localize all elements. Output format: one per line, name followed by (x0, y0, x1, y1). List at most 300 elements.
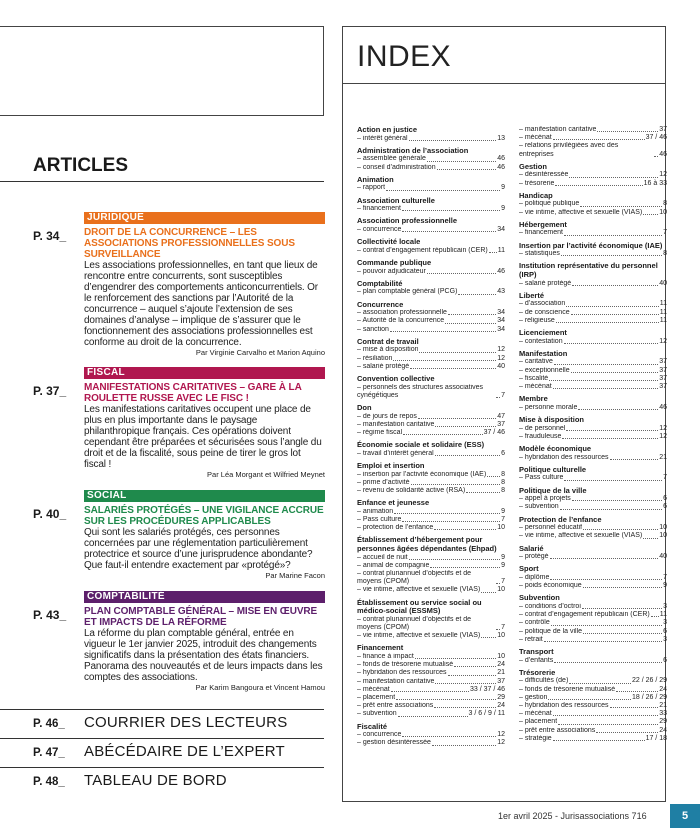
leader-dots (458, 294, 496, 295)
index-entry[interactable] (357, 479, 505, 487)
article-page-number: P. 43_ (33, 608, 67, 622)
index-section-title: Emploi et insertion (357, 460, 425, 470)
index-entry[interactable] (519, 603, 667, 611)
index-entry-term: – salarié protégé (519, 279, 572, 287)
index-section-title: Établissement ou service social ou médico-social (ESSMS) (357, 597, 482, 616)
index-entry-term: – exceptionnelle (519, 366, 570, 374)
index-section-title: Contrat de travail (357, 336, 419, 346)
section-label: ABÉCÉDAIRE DE L’EXPERT (84, 743, 285, 760)
index-entry[interactable] (357, 205, 505, 213)
index-entry-pages: 6 (501, 449, 505, 457)
leader-dots (434, 707, 496, 708)
index-entry-term: – mécénat (519, 134, 552, 142)
index-section (357, 217, 505, 234)
index-entry-pages: 43 (497, 288, 505, 296)
index-entry[interactable] (519, 367, 667, 375)
index-entry[interactable] (357, 694, 505, 702)
index-section-title: Subvention (519, 593, 560, 603)
index-entry[interactable] (519, 710, 667, 718)
index-section-title: Financement (357, 643, 404, 653)
index-entry[interactable] (357, 508, 505, 516)
article-authors: Par Virginie Carvalho et Marion Aquino (195, 348, 325, 357)
leader-dots (571, 314, 659, 315)
article-category: COMPTABILITÉ (84, 591, 325, 603)
index-entry[interactable] (519, 338, 667, 346)
index-entry[interactable] (519, 280, 667, 288)
leader-dots (481, 637, 496, 638)
index-entry[interactable] (357, 317, 505, 325)
leader-dots (391, 691, 469, 692)
index-entry-term: – travail d’intérêt général (357, 449, 434, 457)
index-entry[interactable] (519, 503, 667, 511)
index-entry-term: – résiliation (357, 354, 393, 362)
index-section (519, 163, 667, 188)
leader-dots (548, 699, 631, 700)
article-title[interactable]: DROIT DE LA CONCURRENCE – LES ASSOCIATIONS PROFESSIONNELLES SOUS SURVEILLANCE (84, 227, 295, 260)
index-entry-pages: 6 (663, 503, 667, 511)
index-entry-term: – insertion par l’activité économique (IAE) (357, 470, 487, 478)
leader-dots (466, 492, 500, 493)
index-entry-pages: 24 (659, 726, 667, 734)
index-entry[interactable] (357, 384, 505, 400)
leader-dots (562, 438, 658, 439)
index-section-title: Collectivité locale (357, 237, 421, 247)
article-title[interactable]: SALARIÉS PROTÉGÉS – UNE VIGILANCE ACCRUE SUR LES PROCÉDURES APPLICABLES (84, 505, 324, 527)
section-entry[interactable] (33, 770, 325, 792)
index-entry[interactable] (357, 355, 505, 363)
index-entry-pages: 12 (659, 424, 667, 432)
index-entry-term: – personne morale (519, 403, 578, 411)
index-section (357, 238, 505, 255)
index-entry-term: – conseil d’administration (357, 163, 436, 171)
index-entry-term: – Pass culture (357, 515, 402, 523)
index-section (357, 499, 505, 532)
index-entry[interactable] (519, 524, 667, 532)
index-entry[interactable] (357, 471, 505, 479)
index-entry-term: – animation (357, 507, 394, 515)
index-title: INDEX (357, 40, 452, 73)
index-entry-pages: 24 (497, 702, 505, 710)
index-entry[interactable] (519, 727, 667, 735)
index-entry[interactable] (357, 326, 505, 334)
index-entry[interactable] (357, 554, 505, 562)
index-entry-pages: 9 (663, 582, 667, 590)
index-section (357, 280, 505, 297)
index-section-title: Association professionnelle (357, 216, 458, 226)
index-entry-pages: 33 / 37 / 46 (469, 685, 505, 693)
index-entry[interactable] (519, 229, 667, 237)
index-entry[interactable] (357, 661, 505, 669)
index-entry-term: – hybridation des ressources (519, 702, 609, 709)
index-entry[interactable] (519, 553, 667, 561)
article-authors: Par Marine Facon (265, 571, 325, 580)
index-section-title: Administration de l’association (357, 145, 469, 155)
index-section (519, 648, 667, 665)
index-entry[interactable] (519, 383, 667, 391)
index-entry-term: – prêt entre associations (357, 702, 434, 710)
index-entry[interactable] (357, 135, 505, 143)
index-entry-pages: 9 (501, 507, 505, 515)
index-entry-term: – manifestation caritative (357, 420, 435, 428)
index-entry[interactable] (519, 657, 667, 665)
leader-dots (578, 409, 658, 410)
index-entry-pages: 12 (659, 337, 667, 345)
index-entry-term: – caritative (519, 358, 553, 366)
article-summary: La réforme du plan comptable général, entrée en vigueur le 1er janvier 2025, introduit des changements significatifs dans la présentation des états financiers. Panorama des nouveautés et de leurs impacts dans les comptes des associations. (84, 628, 323, 683)
index-entry[interactable] (357, 562, 505, 570)
index-entry-pages: 12 (497, 346, 505, 354)
index-entry-pages: 11 (497, 246, 505, 254)
article-title[interactable]: PLAN COMPTABLE GÉNÉRAL – MISE EN ŒUVRE ET IMPACTS DE LA RÉFORME (84, 606, 318, 628)
index-entry-term: – concurrence (357, 225, 402, 233)
index-entry-pages: 13 (497, 134, 505, 142)
index-entry[interactable] (519, 628, 667, 636)
index-entry[interactable] (519, 309, 667, 317)
index-entry[interactable] (519, 718, 667, 726)
leader-dots (556, 322, 659, 323)
leader-dots (427, 161, 496, 162)
index-entry[interactable] (519, 142, 667, 158)
index-entry-term: – vie intime, affective et sexuelle (VIAS) (357, 586, 481, 594)
index-entry[interactable] (519, 495, 667, 503)
index-entry[interactable] (519, 735, 667, 743)
index-entry[interactable] (357, 247, 505, 255)
leader-dots (430, 567, 500, 568)
index-entry-pages: 47 (497, 412, 505, 420)
index-entry-pages: 6 (663, 495, 667, 503)
index-section (519, 395, 667, 412)
footer-issue-info: 1er avril 2025 - Jurisassociations 716 (498, 811, 647, 821)
index-entry-pages: 24 (659, 685, 667, 693)
index-entry-term: – concurrence (357, 731, 402, 739)
index-entry-pages: 21 (659, 453, 667, 461)
index-entry-pages: 37 (659, 126, 667, 133)
index-section-title: Hébergement (519, 219, 567, 229)
index-entry-pages: 7 (501, 578, 505, 586)
index-entry[interactable] (357, 686, 505, 694)
index-entry-pages: 16 à 33 (643, 179, 667, 187)
index-entry[interactable] (357, 570, 505, 586)
index-entry[interactable] (357, 739, 505, 747)
leader-dots (427, 273, 496, 274)
index-entry[interactable] (519, 180, 667, 188)
section-entry[interactable] (33, 712, 325, 734)
index-entry[interactable] (357, 678, 505, 686)
index-entry-term: – rapport (357, 184, 386, 192)
index-entry-pages: 37 (497, 677, 505, 685)
index-entry[interactable] (519, 375, 667, 383)
index-entry[interactable] (357, 226, 505, 234)
index-entry-pages: 12 (497, 354, 505, 362)
index-entry[interactable] (357, 702, 505, 710)
index-section-title: Handicap (519, 190, 553, 200)
index-section-title: Établissement d’hébergement pour personnes âgées dépendantes (Ehpad) (357, 535, 497, 553)
index-entry[interactable] (519, 611, 667, 619)
index-entry-term: – pouvoir adjudicateur (357, 267, 426, 275)
leader-dots (390, 331, 496, 332)
index-entry-term: – intérêt général (357, 134, 408, 142)
article-body (84, 591, 325, 692)
index-section (519, 487, 667, 512)
article-body (84, 367, 325, 479)
index-entry[interactable] (519, 574, 667, 582)
index-entry[interactable] (357, 268, 505, 276)
leader-dots (583, 529, 658, 530)
index-entry[interactable] (357, 731, 505, 739)
index-entry[interactable] (519, 474, 667, 482)
leader-dots (419, 352, 496, 353)
leader-dots (496, 629, 500, 630)
leader-dots (643, 538, 658, 539)
index-entry-pages: 7 (501, 515, 505, 523)
index-entry-pages: 29 (497, 694, 505, 701)
index-section-title: Association culturelle (357, 195, 435, 205)
leader-dots (551, 625, 662, 626)
index-section (357, 301, 505, 334)
article-category: FISCAL (84, 367, 325, 379)
index-entry[interactable] (357, 155, 505, 163)
index-section-title: Salarié (519, 543, 544, 553)
index-section-title: Membre (519, 394, 548, 404)
index-entry-pages: 40 (497, 362, 505, 370)
leader-dots (448, 675, 497, 676)
index-entry-term: – personnels des structures associatives cynégétiques (357, 383, 484, 399)
index-entry-term: – politique publique (519, 200, 580, 208)
index-entry-pages: 24 (497, 661, 505, 669)
index-entry-pages: 3 (663, 602, 667, 610)
index-entry[interactable] (519, 250, 667, 258)
index-section-title: Fiscalité (357, 721, 388, 731)
index-section (519, 594, 667, 644)
index-section (357, 338, 505, 371)
index-entry[interactable] (357, 288, 505, 296)
leader-dots (554, 364, 658, 365)
index-section (519, 545, 667, 562)
index-entry[interactable] (357, 363, 505, 371)
index-column-1 (357, 126, 505, 752)
index-entry[interactable] (357, 516, 505, 524)
index-entry-term: – de personnel (519, 424, 566, 432)
index-section (519, 126, 667, 159)
index-entry-term: – désintéressée (519, 171, 569, 179)
index-section (357, 536, 505, 594)
leader-dots (566, 306, 658, 307)
index-entry[interactable] (519, 694, 667, 702)
index-entry[interactable] (357, 586, 505, 594)
index-entry-term: – plan comptable général (PCG) (357, 288, 458, 296)
index-entry[interactable] (357, 421, 505, 429)
index-entry[interactable] (519, 300, 667, 308)
index-entry[interactable] (519, 126, 667, 134)
section-page-number: P. 46_ (33, 718, 65, 730)
articles-divider (0, 181, 324, 182)
index-entry-pages: 9 (501, 561, 505, 569)
leader-dots (566, 430, 658, 431)
index-section (357, 462, 505, 495)
leader-dots (418, 418, 496, 419)
index-entry-term: – d’enfants (519, 656, 554, 664)
index-entry-term: – fonds de trésorerie mutualisé (519, 685, 616, 693)
index-entry[interactable] (357, 450, 505, 458)
index-section (519, 242, 667, 259)
index-section-title: Protection de l’enfance (519, 514, 602, 524)
index-entry-term: – prêt entre associations (519, 726, 596, 734)
index-entry-pages: 10 (497, 632, 505, 640)
index-entry[interactable] (519, 454, 667, 462)
index-entry[interactable] (357, 524, 505, 532)
article-body (84, 212, 325, 357)
index-entry[interactable] (519, 677, 667, 685)
index-entry[interactable] (519, 619, 667, 627)
index-section (357, 404, 505, 437)
index-entry[interactable] (519, 317, 667, 325)
index-entry-term: – difficultés (de) (519, 677, 569, 685)
article-summary: Qui sont les salariés protégés, ces personnes concernées par une réglementation particulièrement protectrice et source d’une jurisprudence abondante? Que faut-il entendre exactement par «protégé»? (84, 527, 313, 571)
index-entry[interactable] (357, 413, 505, 421)
index-entry[interactable] (519, 686, 667, 694)
index-section-title: Licenciement (519, 328, 567, 337)
index-entry[interactable] (519, 532, 667, 540)
index-entry[interactable] (519, 433, 667, 441)
index-entry-pages: 7 (501, 623, 505, 631)
index-entry-term: – gestion désintéressée (357, 739, 431, 747)
index-entry-pages: 46 (659, 150, 667, 158)
article-page-number: P. 34_ (33, 229, 67, 243)
index-section (519, 262, 667, 287)
index-entry[interactable] (357, 616, 505, 632)
leader-dots (569, 683, 631, 684)
leader-dots (445, 323, 496, 324)
index-entry-pages: 34 (497, 225, 505, 233)
section-label: TABLEAU DE BORD (84, 772, 227, 789)
index-entry-term: – animal de compagnie (357, 561, 430, 569)
index-entry[interactable] (357, 632, 505, 640)
index-entry-term: – accueil de nuit (357, 553, 408, 561)
index-entry-pages: 22 / 26 / 29 (631, 677, 667, 685)
index-entry[interactable] (357, 309, 505, 317)
index-entry-pages: 9 (501, 184, 505, 192)
section-divider (0, 738, 324, 739)
leader-dots (396, 699, 496, 700)
index-section (519, 445, 667, 462)
index-section (357, 644, 505, 718)
index-section-title: Transport (519, 647, 554, 656)
index-entry[interactable] (519, 404, 667, 412)
index-entry-term: – vie intime, affective et sexuelle (VIAS) (519, 532, 643, 540)
article-authors: Par Léa Morgant et Wilfried Meynet (207, 470, 325, 479)
index-entry-pages: 8 (663, 250, 667, 258)
index-entry-term: – mise à disposition (357, 346, 419, 354)
leader-dots (435, 683, 496, 684)
index-entry-pages: 34 (497, 317, 505, 325)
index-section (519, 466, 667, 483)
index-section (357, 723, 505, 748)
index-section (519, 221, 667, 238)
index-entry-pages: 18 / 26 / 29 (631, 693, 667, 701)
index-entry[interactable] (357, 710, 505, 718)
index-entry[interactable] (357, 164, 505, 172)
index-entry-pages: 33 (659, 710, 667, 718)
index-entry-pages: 10 (659, 208, 667, 216)
index-entry-pages: 7 (663, 229, 667, 237)
index-section (519, 516, 667, 541)
index-entry-pages: 10 (497, 524, 505, 532)
index-entry-term: – financement (519, 229, 563, 237)
leader-dots (561, 255, 662, 256)
index-entry-pages: 7 (663, 474, 667, 482)
index-entry-pages: 8 (501, 478, 505, 486)
index-entry[interactable] (357, 669, 505, 677)
index-entry[interactable] (519, 209, 667, 217)
index-entry-pages: 34 (497, 325, 505, 333)
index-entry-term: – diplôme (519, 573, 550, 581)
index-section (519, 669, 667, 743)
index-entry[interactable] (519, 636, 667, 644)
leader-dots (580, 206, 662, 207)
index-divider (342, 83, 666, 84)
leader-dots (448, 314, 496, 315)
index-entry[interactable] (519, 200, 667, 208)
index-entry-term: – frauduleuse (519, 432, 562, 440)
index-entry-term: – prime d’activité (357, 478, 410, 486)
index-entry[interactable] (519, 582, 667, 590)
index-entry[interactable] (357, 487, 505, 495)
leader-dots (553, 740, 645, 741)
index-entry-term: – contrôle (519, 619, 550, 627)
index-entry-pages: 6 (663, 627, 667, 635)
leader-dots (402, 231, 496, 232)
index-entry-pages: 10 (497, 652, 505, 660)
index-entry-term: – sanction (357, 325, 389, 333)
section-entry[interactable] (33, 741, 325, 763)
leader-dots (553, 388, 659, 389)
index-entry-term: – contrat d’engagement républicain (CER) (519, 611, 650, 619)
index-entry[interactable] (357, 184, 505, 192)
index-entry-pages: 37 (497, 420, 505, 428)
index-entry-term: – Autorité de la concurrence (357, 317, 445, 325)
index-section-title: Convention collective (357, 373, 435, 383)
leader-dots (393, 360, 496, 361)
leader-dots (394, 513, 500, 514)
section-page-number: P. 47_ (33, 747, 65, 759)
index-entry-pages: 7 (501, 391, 505, 399)
leader-dots (654, 156, 658, 157)
index-section-title: Économie sociale et solidaire (ESS) (357, 440, 485, 450)
index-entry[interactable] (357, 653, 505, 661)
index-entry[interactable] (519, 171, 667, 179)
index-entry[interactable] (357, 346, 505, 354)
index-section-title: Mise à disposition (519, 415, 585, 424)
index-entry[interactable] (519, 702, 667, 710)
index-entry-term: – placement (519, 718, 558, 726)
leader-dots (564, 235, 662, 236)
index-section-title: Insertion par l’activité économique (IAE) (519, 240, 663, 250)
index-entry[interactable] (519, 425, 667, 433)
article-title[interactable]: MANIFESTATIONS CARITATIVES – GARE À LA ROULETTE RUSSE AVEC LE FISC ! (84, 382, 302, 404)
index-entry-term: – de conscience (519, 308, 570, 316)
index-entry-term: – hybridation des ressources (519, 453, 609, 461)
index-entry[interactable] (357, 429, 505, 437)
article-body (84, 490, 325, 580)
index-entry-term: – subvention (519, 503, 559, 511)
index-entry-pages: 10 (659, 532, 667, 540)
leader-dots (582, 608, 662, 609)
index-entry-term: – protégé (519, 553, 549, 561)
leader-dots (496, 583, 500, 584)
index-entry-term: – Pass culture (519, 474, 564, 482)
index-entry[interactable] (519, 134, 667, 142)
index-entry[interactable] (519, 358, 667, 366)
